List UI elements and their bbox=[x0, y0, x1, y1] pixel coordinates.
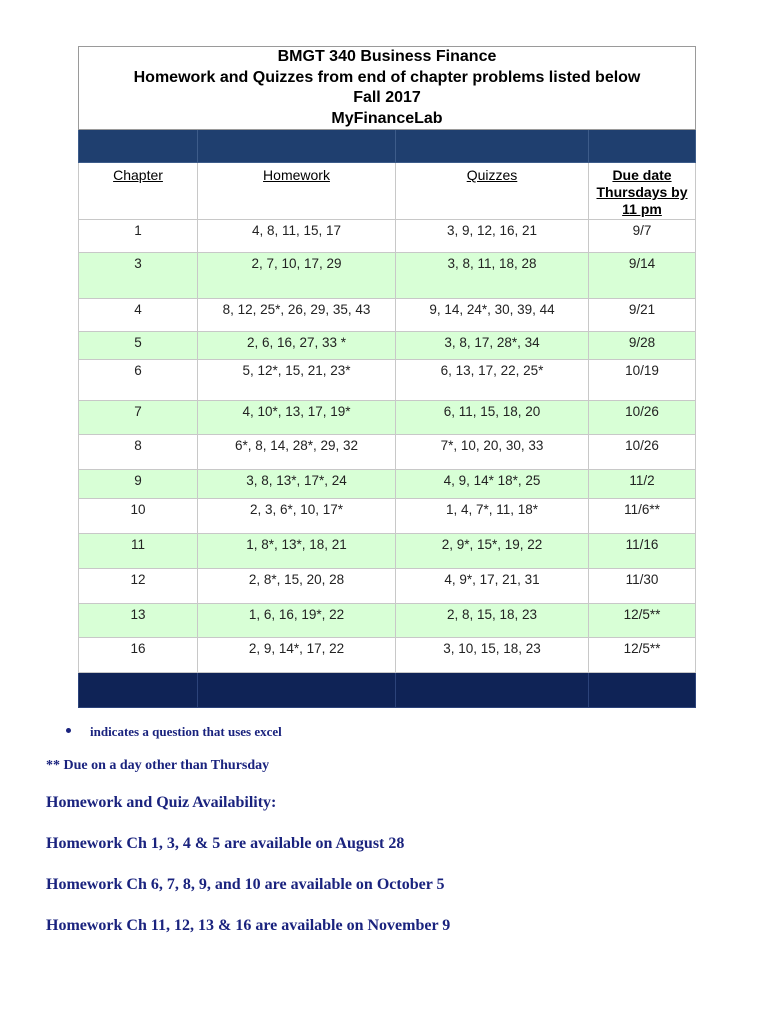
schedule-table bbox=[78, 46, 696, 708]
table-row bbox=[79, 332, 696, 360]
availability-item: Homework Ch 11, 12, 13 & 16 are available on November 9 bbox=[46, 917, 451, 934]
cell-chapter: 16 bbox=[79, 638, 198, 673]
cell-quizzes: 3, 9, 12, 16, 21 bbox=[396, 220, 589, 253]
cell-due: 12/5** bbox=[589, 638, 696, 673]
cell-homework: 2, 8*, 15, 20, 28 bbox=[198, 569, 396, 604]
table-row bbox=[79, 470, 696, 499]
band-cell bbox=[79, 673, 198, 708]
header-due-date: Due date Thursdays by 11 pm bbox=[589, 163, 696, 220]
cell-chapter: 3 bbox=[79, 253, 198, 299]
band-cell bbox=[396, 130, 589, 163]
double-star-note: ** Due on a day other than Thursday bbox=[46, 758, 270, 773]
table-row bbox=[79, 638, 696, 673]
cell-quizzes: 3, 10, 15, 18, 23 bbox=[396, 638, 589, 673]
cell-due: 11/2 bbox=[589, 470, 696, 499]
table-row bbox=[79, 299, 696, 332]
cell-due: 9/7 bbox=[589, 220, 696, 253]
cell-quizzes: 4, 9*, 17, 21, 31 bbox=[396, 569, 589, 604]
cell-homework: 3, 8, 13*, 17*, 24 bbox=[198, 470, 396, 499]
table-row bbox=[79, 253, 696, 299]
cell-chapter: 12 bbox=[79, 569, 198, 604]
cell-due: 10/26 bbox=[589, 435, 696, 470]
cell-quizzes: 3, 8, 11, 18, 28 bbox=[396, 253, 589, 299]
cell-due: 11/6** bbox=[589, 499, 696, 534]
cell-due: 12/5** bbox=[589, 604, 696, 638]
title-line-description: Homework and Quizzes from end of chapter problems listed below bbox=[133, 68, 641, 86]
cell-quizzes: 2, 8, 15, 18, 23 bbox=[396, 604, 589, 638]
cell-homework: 4, 8, 11, 15, 17 bbox=[198, 220, 396, 253]
table-row bbox=[79, 604, 696, 638]
cell-chapter: 1 bbox=[79, 220, 198, 253]
band-cell bbox=[589, 673, 696, 708]
cell-quizzes: 7*, 10, 20, 30, 33 bbox=[396, 435, 589, 470]
cell-quizzes: 2, 9*, 15*, 19, 22 bbox=[396, 534, 589, 569]
cell-chapter: 10 bbox=[79, 499, 198, 534]
band-cell bbox=[198, 673, 396, 708]
column-header-row bbox=[79, 163, 696, 220]
cell-due: 9/21 bbox=[589, 299, 696, 332]
excel-note-text: indicates a question that uses excel bbox=[90, 724, 282, 739]
cell-homework: 2, 3, 6*, 10, 17* bbox=[198, 499, 396, 534]
cell-homework: 4, 10*, 13, 17, 19* bbox=[198, 401, 396, 435]
cell-due: 11/16 bbox=[589, 534, 696, 569]
cell-due: 11/30 bbox=[589, 569, 696, 604]
table-row bbox=[79, 569, 696, 604]
band-cell bbox=[396, 673, 589, 708]
title-row bbox=[79, 47, 696, 130]
cell-homework: 2, 9, 14*, 17, 22 bbox=[198, 638, 396, 673]
title-line-platform: MyFinanceLab bbox=[331, 109, 443, 127]
title-line-course: BMGT 340 Business Finance bbox=[277, 48, 497, 65]
cell-homework: 6*, 8, 14, 28*, 29, 32 bbox=[198, 435, 396, 470]
cell-chapter: 6 bbox=[79, 360, 198, 401]
header-homework: Homework bbox=[198, 163, 396, 220]
cell-chapter: 7 bbox=[79, 401, 198, 435]
cell-chapter: 11 bbox=[79, 534, 198, 569]
cell-chapter: 13 bbox=[79, 604, 198, 638]
table-row bbox=[79, 401, 696, 435]
cell-chapter: 8 bbox=[79, 435, 198, 470]
header-chapter: Chapter bbox=[79, 163, 198, 220]
cell-homework: 8, 12, 25*, 26, 29, 35, 43 bbox=[198, 299, 396, 332]
bullet-icon bbox=[66, 728, 71, 733]
table-row bbox=[79, 435, 696, 470]
band-cell bbox=[589, 130, 696, 163]
band-cell bbox=[198, 130, 396, 163]
cell-due: 10/19 bbox=[589, 360, 696, 401]
availability-item: Homework Ch 6, 7, 8, 9, and 10 are available on October 5 bbox=[46, 876, 445, 893]
header-band bbox=[79, 130, 696, 163]
title-line-term: Fall 2017 bbox=[353, 89, 421, 106]
table-row bbox=[79, 360, 696, 401]
cell-chapter: 4 bbox=[79, 299, 198, 332]
table-row bbox=[79, 534, 696, 569]
cell-due: 10/26 bbox=[589, 401, 696, 435]
availability-item: Homework Ch 1, 3, 4 & 5 are available on August 28 bbox=[46, 835, 405, 852]
cell-due: 9/14 bbox=[589, 253, 696, 299]
footer-band bbox=[79, 673, 696, 708]
cell-quizzes: 6, 11, 15, 18, 20 bbox=[396, 401, 589, 435]
cell-quizzes: 3, 8, 17, 28*, 34 bbox=[396, 332, 589, 360]
cell-quizzes: 6, 13, 17, 22, 25* bbox=[396, 360, 589, 401]
notes-section bbox=[46, 722, 450, 935]
band-cell bbox=[79, 130, 198, 163]
cell-chapter: 9 bbox=[79, 470, 198, 499]
cell-homework: 1, 6, 16, 19*, 22 bbox=[198, 604, 396, 638]
availability-heading: Homework and Quiz Availability: bbox=[46, 794, 277, 811]
table-title bbox=[79, 47, 696, 130]
cell-quizzes: 9, 14, 24*, 30, 39, 44 bbox=[396, 299, 589, 332]
cell-homework: 2, 7, 10, 17, 29 bbox=[198, 253, 396, 299]
excel-note bbox=[46, 722, 450, 746]
cell-due: 9/28 bbox=[589, 332, 696, 360]
header-quizzes: Quizzes bbox=[396, 163, 589, 220]
cell-quizzes: 4, 9, 14* 18*, 25 bbox=[396, 470, 589, 499]
table-row bbox=[79, 220, 696, 253]
cell-chapter: 5 bbox=[79, 332, 198, 360]
cell-homework: 2, 6, 16, 27, 33 * bbox=[198, 332, 396, 360]
table-row bbox=[79, 499, 696, 534]
cell-homework: 1, 8*, 13*, 18, 21 bbox=[198, 534, 396, 569]
cell-quizzes: 1, 4, 7*, 11, 18* bbox=[396, 499, 589, 534]
cell-homework: 5, 12*, 15, 21, 23* bbox=[198, 360, 396, 401]
